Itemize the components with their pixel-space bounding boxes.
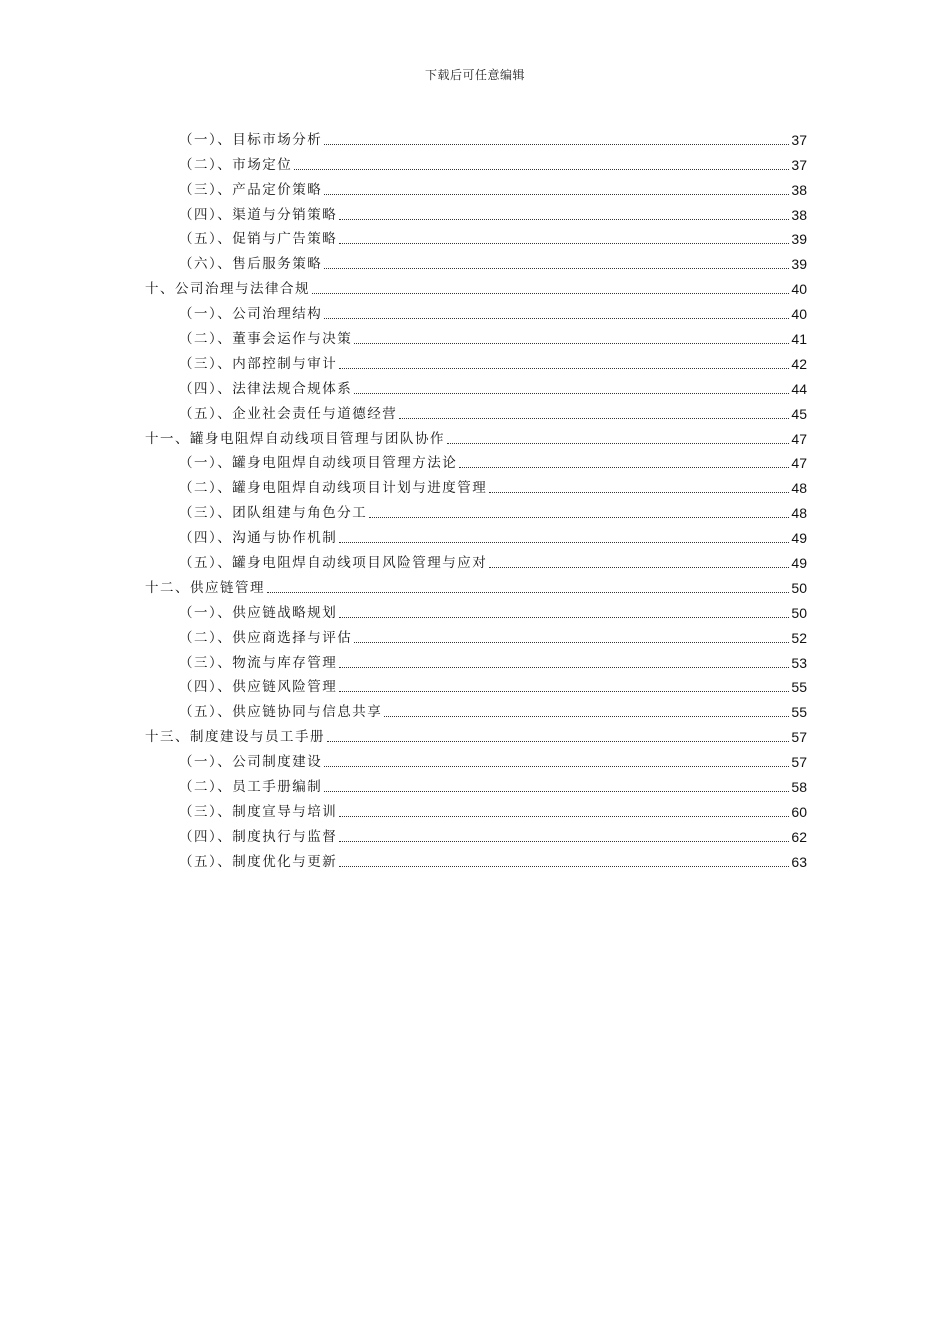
toc-dot-leader <box>324 791 789 792</box>
toc-entry-page-number: 52 <box>791 629 807 646</box>
toc-entry-page-number: 47 <box>791 430 807 447</box>
toc-entry-label: （一）、公司制度建设 <box>179 754 323 771</box>
toc-entry-page-number: 60 <box>791 803 807 820</box>
toc-entry-label: （二）、罐身电阻焊自动线项目计划与进度管理 <box>179 480 488 497</box>
toc-entry-page-number: 47 <box>791 455 807 472</box>
toc-section-entry[interactable] <box>145 448 807 473</box>
toc-dot-leader <box>324 194 789 195</box>
toc-entry-label: （五）、罐身电阻焊自动线项目风险管理与应对 <box>179 555 488 572</box>
toc-entry-page-number: 62 <box>791 828 807 845</box>
toc-entry-page-number: 39 <box>791 231 807 248</box>
toc-entry-label: （三）、产品定价策略 <box>179 181 323 198</box>
toc-chapter-entry[interactable] <box>145 273 807 298</box>
toc-entry-page-number: 45 <box>791 405 807 422</box>
toc-entry-page-number: 37 <box>791 156 807 173</box>
toc-entry-label: （六）、售后服务策略 <box>179 256 323 273</box>
toc-section-entry[interactable] <box>145 522 807 547</box>
toc-section-entry[interactable] <box>145 771 807 796</box>
toc-entry-page-number: 50 <box>791 579 807 596</box>
toc-section-entry[interactable] <box>145 323 807 348</box>
toc-section-entry[interactable] <box>145 846 807 871</box>
toc-entry-label: （三）、制度宣导与培训 <box>179 803 338 820</box>
toc-section-entry[interactable] <box>145 373 807 398</box>
toc-section-entry[interactable] <box>145 497 807 522</box>
toc-entry-page-number: 58 <box>791 779 807 796</box>
toc-entry-label: （四）、渠道与分销策略 <box>179 206 338 223</box>
toc-section-entry[interactable] <box>145 622 807 647</box>
toc-entry-label: （二）、供应商选择与评估 <box>179 629 353 646</box>
toc-dot-leader <box>459 467 789 468</box>
toc-section-entry[interactable] <box>145 746 807 771</box>
toc-entry-page-number: 49 <box>791 530 807 547</box>
toc-entry-label: （五）、企业社会责任与道德经营 <box>179 405 398 422</box>
toc-dot-leader <box>312 293 789 294</box>
toc-section-entry[interactable] <box>145 796 807 821</box>
toc-entry-page-number: 41 <box>791 331 807 348</box>
toc-section-entry[interactable] <box>145 547 807 572</box>
toc-dot-leader <box>294 169 789 170</box>
toc-entry-label: 十一、罐身电阻焊自动线项目管理与团队协作 <box>145 430 445 447</box>
toc-entry-page-number: 42 <box>791 355 807 372</box>
toc-entry-label: （一）、罐身电阻焊自动线项目管理方法论 <box>179 455 458 472</box>
toc-entry-label: （二）、员工手册编制 <box>179 779 323 796</box>
toc-dot-leader <box>354 343 789 344</box>
toc-section-entry[interactable] <box>145 647 807 672</box>
toc-dot-leader <box>447 443 789 444</box>
toc-dot-leader <box>324 318 789 319</box>
page-header: 下载后可任意编辑 <box>424 68 525 82</box>
toc-entry-page-number: 50 <box>791 604 807 621</box>
toc-section-entry[interactable] <box>145 398 807 423</box>
toc-dot-leader <box>369 517 789 518</box>
toc-chapter-entry[interactable] <box>145 423 807 448</box>
toc-dot-leader <box>339 219 789 220</box>
toc-entry-label: 十二、供应链管理 <box>145 579 265 596</box>
toc-dot-leader <box>399 418 789 419</box>
toc-chapter-entry[interactable] <box>145 721 807 746</box>
toc-section-entry[interactable] <box>145 348 807 373</box>
toc-section-entry[interactable] <box>145 174 807 199</box>
toc-dot-leader <box>354 642 789 643</box>
toc-dot-leader <box>324 268 789 269</box>
toc-dot-leader <box>324 144 789 145</box>
table-of-contents <box>145 124 807 871</box>
toc-section-entry[interactable] <box>145 149 807 174</box>
toc-entry-page-number: 40 <box>791 281 807 298</box>
toc-dot-leader <box>354 393 789 394</box>
toc-entry-page-number: 40 <box>791 306 807 323</box>
toc-dot-leader <box>489 492 789 493</box>
toc-entry-label: 十、公司治理与法律合规 <box>145 281 310 298</box>
toc-entry-page-number: 38 <box>791 181 807 198</box>
toc-section-entry[interactable] <box>145 696 807 721</box>
toc-entry-label: （三）、内部控制与审计 <box>179 355 338 372</box>
toc-chapter-entry[interactable] <box>145 572 807 597</box>
toc-entry-page-number: 57 <box>791 729 807 746</box>
toc-section-entry[interactable] <box>145 597 807 622</box>
toc-entry-label: 十三、制度建设与员工手册 <box>145 729 325 746</box>
toc-entry-page-number: 39 <box>791 256 807 273</box>
toc-section-entry[interactable] <box>145 672 807 697</box>
toc-entry-label: （一）、供应链战略规划 <box>179 604 338 621</box>
toc-entry-page-number: 55 <box>791 704 807 721</box>
toc-entry-page-number: 48 <box>791 480 807 497</box>
toc-section-entry[interactable] <box>145 224 807 249</box>
toc-entry-label: （三）、团队组建与角色分工 <box>179 505 368 522</box>
toc-entry-page-number: 37 <box>791 131 807 148</box>
toc-entry-page-number: 38 <box>791 206 807 223</box>
toc-entry-page-number: 57 <box>791 754 807 771</box>
toc-dot-leader <box>384 716 789 717</box>
toc-entry-page-number: 44 <box>791 380 807 397</box>
toc-entry-label: （五）、制度优化与更新 <box>179 853 338 870</box>
toc-entry-page-number: 55 <box>791 679 807 696</box>
toc-section-entry[interactable] <box>145 298 807 323</box>
toc-dot-leader <box>339 816 789 817</box>
toc-entry-label: （一）、公司治理结构 <box>179 306 323 323</box>
toc-entry-label: （一）、目标市场分析 <box>179 131 323 148</box>
toc-dot-leader <box>339 691 789 692</box>
toc-dot-leader <box>267 592 789 593</box>
toc-entry-page-number: 53 <box>791 654 807 671</box>
toc-section-entry[interactable] <box>145 472 807 497</box>
toc-entry-page-number: 49 <box>791 555 807 572</box>
toc-dot-leader <box>324 766 789 767</box>
toc-dot-leader <box>339 243 789 244</box>
toc-dot-leader <box>489 567 789 568</box>
toc-entry-label: （三）、物流与库存管理 <box>179 654 338 671</box>
toc-entry-page-number: 63 <box>791 853 807 870</box>
toc-dot-leader <box>327 741 789 742</box>
toc-section-entry[interactable] <box>145 821 807 846</box>
toc-dot-leader <box>339 667 789 668</box>
toc-dot-leader <box>339 841 789 842</box>
toc-entry-label: （四）、供应链风险管理 <box>179 679 338 696</box>
toc-entry-label: （四）、制度执行与监督 <box>179 828 338 845</box>
toc-entry-label: （五）、供应链协同与信息共享 <box>179 704 383 721</box>
toc-dot-leader <box>339 542 789 543</box>
toc-entry-label: （四）、沟通与协作机制 <box>179 530 338 547</box>
toc-section-entry[interactable] <box>145 124 807 149</box>
toc-entry-label: （二）、董事会运作与决策 <box>179 331 353 348</box>
toc-entry-label: （五）、促销与广告策略 <box>179 231 338 248</box>
toc-entry-label: （四）、法律法规合规体系 <box>179 380 353 397</box>
toc-dot-leader <box>339 866 789 867</box>
toc-section-entry[interactable] <box>145 199 807 224</box>
toc-section-entry[interactable] <box>145 248 807 273</box>
toc-dot-leader <box>339 617 789 618</box>
toc-dot-leader <box>339 368 789 369</box>
toc-entry-label: （二）、市场定位 <box>179 156 293 173</box>
toc-entry-page-number: 48 <box>791 505 807 522</box>
